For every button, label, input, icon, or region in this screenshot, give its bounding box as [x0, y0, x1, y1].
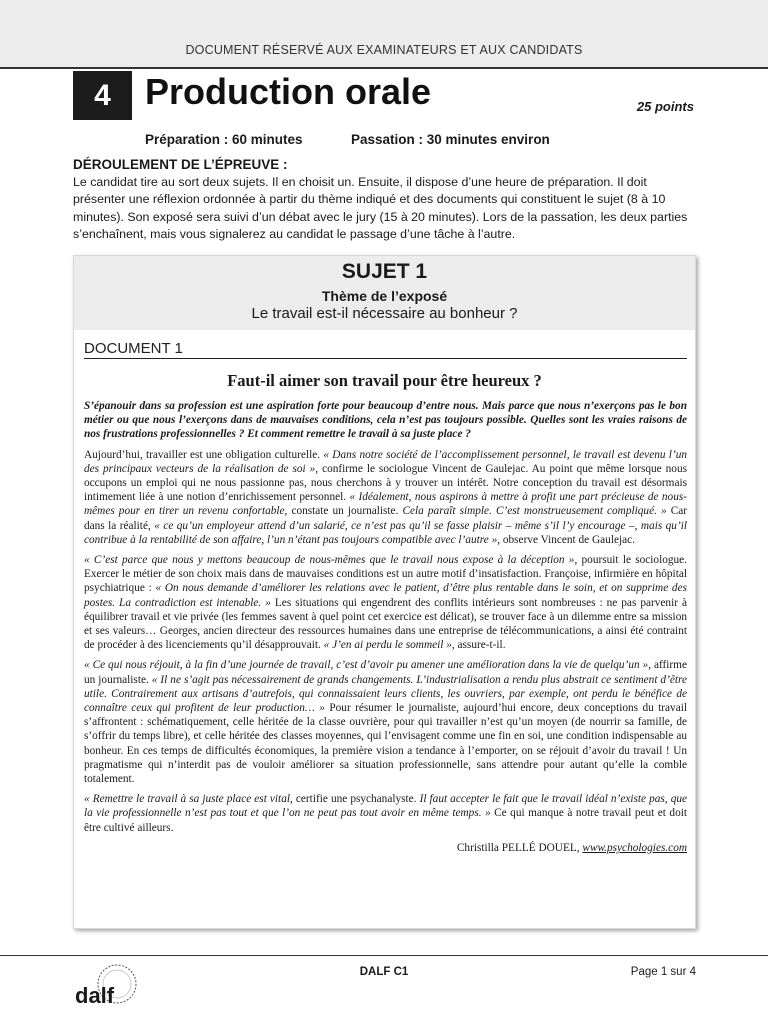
sujet-header: [74, 256, 695, 330]
points-label: 25 points: [636, 99, 694, 114]
article-paragraph: « C’est parce que nous y mettons beaucoup de nous-mêmes que le travail nous expose à la déception », poursuit le sociologue. Exercer le métier de son choix mais dans de mauvaises conditions est un autre motif d’insatisfaction. Françoise, infirmière en hôpital psychiatrique : « On nous demande d’améliorer les relations avec le patient, d’être plus rentable dans le soin, et on supprime des postes. La contradiction est intenable. » Les situations qui engendrent des conflits intérieurs sont nombreuses : ne pas parvenir à équilibrer travail et vie privée (les femmes savent à quel point cet exercice est délicat), se trouver face à un dilemme entre sa mission et ses valeurs… Georges, ancien directeur des ressources humaines dans une entreprise de télécommunications, a ainsi été contraint de procéder à des licenciements qu’il désapprouvait. « J’en ai perdu le sommeil », assure-t-il.: [84, 554, 688, 652]
sujet-title: SUJET 1: [341, 260, 428, 283]
author-name: Christilla PELLÉ DOUEL,: [456, 841, 583, 854]
section-title: Production orale: [145, 71, 432, 112]
article-paragraph: Aujourd’hui, travailler est une obligation culturelle. « Dans notre société de l’accomplissement personnel, le travail est devenu l’un des principaux vecteurs de la réalisation de soi », confirme le sociologue Vincent de Gaulejac. Au point que même lorsque nous occupons un emploi qui ne nous passionne pas, nous cherchons à y trouver un intérêt. Notre conception du travail est désormais intimement liée à une notion d’enrichissement personnel. « Idéalement, nous aspirons à mettre à profit une part précieuse de nous-mêmes pour en tirer un revenu confortable, constate un journaliste. Cela paraît simple. C’est monstrueusement compliqué. » Car dans la réalité, « ce qu’un employeur attend d’un salarié, ce n’est pas qu’il se fasse plaisir – même s’il l’y encourage –, mais qu’il contribue à la rentabilité de son affaire, l’un n’étant pas toujours compatible avec l’autre », observe Vincent de Gaulejac.: [84, 448, 688, 546]
theme-label: Thème de l’exposé: [321, 288, 448, 304]
document-label: DOCUMENT 1: [84, 340, 183, 357]
sujet-card: [73, 255, 696, 929]
deroulement-text: Le candidat tire au sort deux sujets. Il en choisit un. Ensuite, il dispose d’une heure de préparation. Il doit présenter une réflexion ordonnée à partir du thème indiqué et des documents qui constituent le sujet (8 à 10 minutes). Son exposé sera suivi d’un débat avec le jury (15 à 20 minutes). Lors de la passation, les deux parties s’enchaînent, mais vous signalerez au candidat le passage d’une tâche à l’autre.: [73, 175, 688, 241]
preparation-time: Préparation : 60 minutes: [145, 132, 303, 147]
logo-wordmark: dalf: [75, 983, 115, 1008]
deroulement-heading: DÉROULEMENT DE L’ÉPREUVE :: [73, 157, 288, 172]
article-paragraph: « Ce qui nous réjouit, à la fin d’une journée de travail, c’est d’avoir pu amener une amélioration dans la vie de quelqu’un », affirme un journaliste. « Il ne s’agit pas nécessairement de grands changements. L’industrialisation a rendu plus abstrait ce sentiment d’être utile. Contrairement aux artisans d’autrefois, qui connaissaient leurs clients, les ouvriers, par exemple, ont perdu le bénéfice de connaître ceux qui profitent de leur production… » Pour résumer le journaliste, aujourd’hui encore, deux conceptions du travail s’affrontent : schématiquement, celle héritée de la classe ouvrière, pour qui travailler n’est qu’un moyen (de nourrir sa famille, de s’offrir du temps libre), et celle héritée des classes moyennes, qui l’envisagent comme une fin en soi, une condition indispensable au bonheur. En ces temps de difficultés économiques, la première vision a tendance à l’emporter, on se réjouit d’avoir du travail ! Un pragmatisme qui n’interdit pas de vouloir améliorer sa situation professionnelle, sans attendre pour autant qu’elle la comble totalement.: [84, 659, 687, 786]
article-author: [84, 841, 687, 855]
article-lead: S’épanouir dans sa profession est une aspiration forte pour beaucoup d’entre nous. Mais parce que nous n’exerçons pas le bon métier ou que nous l’exerçons dans de mauvaises conditions, cela n’est pas toujours possible. Quelles sont les vraies raisons de nos frustrations professionnelles ? Et comment remettre le travail à sa juste place ?: [84, 400, 687, 441]
article-paragraph: « Remettre le travail à sa juste place est vital, certifie une psychanalyste. Il faut accepter le fait que le travail idéal n’existe pas, que la vie professionnelle n’est pas tout et que l’on ne peut pas tout avoir en même temps. » Ce qui manque à notre travail peut et doit être cultivé ailleurs.: [84, 793, 688, 834]
theme-question: Le travail est-il nécessaire au bonheur ?: [251, 305, 518, 322]
section-number: 4: [73, 71, 132, 120]
exam-name: DALF C1: [359, 966, 409, 978]
source-link[interactable]: www.psychologies.com: [582, 841, 687, 854]
passation-time: Passation : 30 minutes environ: [351, 132, 550, 147]
page-number: Page 1 sur 4: [630, 966, 696, 978]
footer-divider: [0, 955, 768, 956]
document-divider: [84, 358, 687, 359]
reserved-notice: DOCUMENT RÉSERVÉ AUX EXAMINATEURS ET AUX CANDIDATS: [185, 43, 583, 57]
article-title: Faut-il aimer son travail pour être heureux ?: [227, 371, 542, 390]
article-body: [84, 399, 687, 861]
top-banner: [0, 0, 768, 69]
